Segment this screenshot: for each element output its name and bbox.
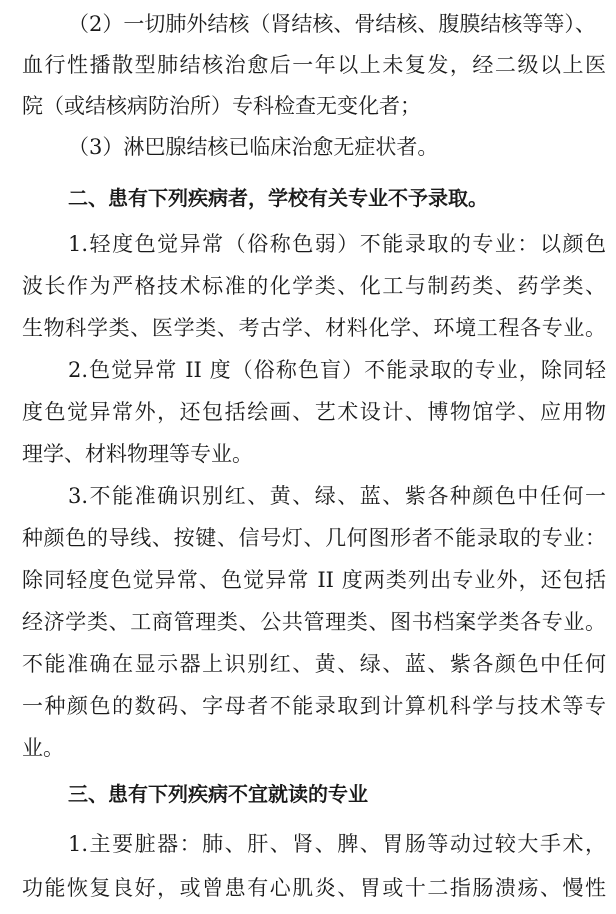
paragraph-line: 不能准确在显示器上识别红、黄、绿、蓝、紫各颜色中任何 [22, 652, 606, 676]
paragraph-line: 院（或结核病防治所）专科检查无变化者； [22, 94, 421, 118]
paragraph-line: 波长作为严格技术标准的化学类、化工与制药类、药学类、 [22, 274, 606, 298]
paragraph-line: 种颜色的导线、按键、信号灯、几何图形者不能录取的专业： [22, 526, 606, 550]
paragraph-line: 2.色觉异常 II 度（俗称色盲）不能录取的专业，除同轻 [68, 358, 606, 382]
paragraph-line: （3）淋巴腺结核已临床治愈无症状者。 [68, 135, 439, 159]
paragraph-line: 生物科学类、医学类、考古学、材料化学、环境工程各专业。 [22, 316, 606, 340]
paragraph-line: 理学、材料物理等专业。 [22, 442, 253, 466]
paragraph-line: （2）一切肺外结核（肾结核、骨结核、腹膜结核等等）、 [68, 12, 596, 36]
section-heading: 三、患有下列疾病不宜就读的专业 [68, 782, 368, 806]
section-heading: 二、患有下列疾病者，学校有关专业不予录取。 [68, 186, 488, 210]
paragraph-line: 1.轻度色觉异常（俗称色弱）不能录取的专业：以颜色 [68, 232, 606, 256]
paragraph-line: 业。 [22, 736, 64, 760]
paragraph-line: 一种颜色的数码、字母者不能录取到计算机科学与技术等专 [22, 694, 606, 718]
paragraph-line: 经济学类、工商管理类、公共管理类、图书档案学类各专业。 [22, 610, 606, 634]
paragraph-line: 3.不能准确识别红、黄、绿、蓝、紫各种颜色中任何一 [68, 484, 606, 508]
paragraph-line: 功能恢复良好，或曾患有心肌炎、胃或十二指肠溃疡、慢性 [22, 876, 606, 900]
paragraph-line: 度色觉异常外，还包括绘画、艺术设计、博物馆学、应用物 [22, 400, 606, 424]
paragraph-line: 血行性播散型肺结核治愈后一年以上未复发，经二级以上医 [22, 53, 606, 77]
paragraph-line: 1.主要脏器：肺、肝、肾、脾、胃肠等动过较大手术， [68, 832, 606, 856]
paragraph-line: 除同轻度色觉异常、色觉异常 II 度两类列出专业外，还包括 [22, 568, 606, 592]
